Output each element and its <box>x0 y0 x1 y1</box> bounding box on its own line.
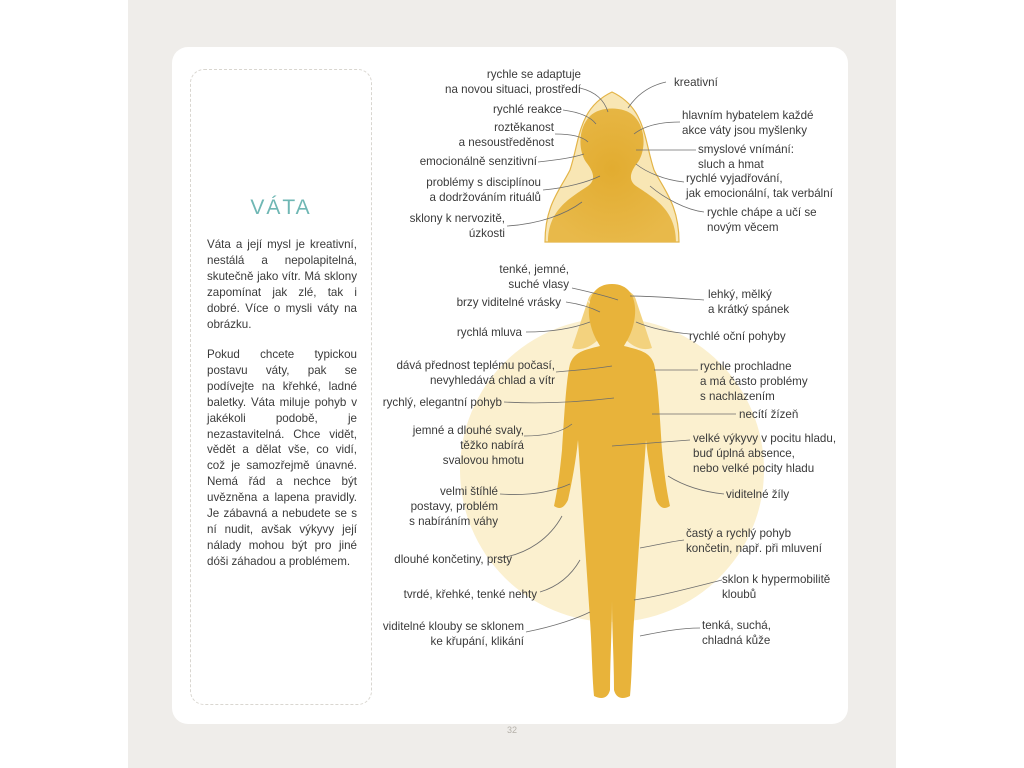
label-hunger: velké výkyvy v pocitu hladu, buď úplná absence, nebo velké pocity hladu <box>693 432 837 475</box>
label-creative: kreativní <box>674 76 718 89</box>
label-eye-movements: rychlé oční pohyby <box>689 330 786 343</box>
label-limb-motion: častý a rychlý pohyb končetin, např. při mluvení <box>686 527 822 555</box>
label-thirst: necítí žízeň <box>739 408 799 421</box>
label-expression: rychlé vyjadřování, jak emocionální, tak verbální <box>686 172 833 200</box>
label-wrinkles: brzy viditelné vrásky <box>456 296 561 309</box>
label-skin: tenká, suchá, chladná kůže <box>702 619 771 647</box>
label-nails: tvrdé, křehké, tenké nehty <box>403 588 537 601</box>
label-veins: viditelné žíly <box>726 488 790 501</box>
label-sleep: lehký, mělký a krátký spánek <box>708 288 790 316</box>
label-nervousness: sklony k nervozitě, úzkosti <box>409 212 505 240</box>
label-senses: smyslové vnímání: sluch a hmat <box>698 143 794 171</box>
label-movement: rychlý, elegantní pohyb <box>382 396 502 409</box>
label-thoughts: hlavním hybatelem každé akce váty jsou myšlenky <box>682 109 814 137</box>
label-learning: rychle chápe a učí se novým věcem <box>707 206 817 234</box>
label-distraction: roztěkanost a nesoustředěnost <box>458 121 554 149</box>
label-adapts: rychle se adaptuje na novou situaci, prostředí <box>445 68 581 96</box>
label-quick-reactions: rychlé reakce <box>493 103 562 116</box>
body-paragraph: Pokud chcete typickou postavu váty, pak se podívejte na křehké, ladné baletky. Váta miluje pohyb v jakékoli podobě, je nezastavitelná. Chce vidět, vědět a dělat vše, co vidí, což je samozřejmě únavné. Nemá řád a nechce být uvězněna a lapena pravidly. Je zábavná a nebudete se s ní nudit, avšak výkyvy její nálady mohou být pro jiné dóši záhadou a problémem. <box>207 348 357 568</box>
label-joints: viditelné klouby se sklonem ke křupání, klikání <box>382 620 524 648</box>
label-hair: tenké, jemné, suché vlasy <box>499 263 569 291</box>
intro-paragraph: Váta a její mysl je kreativní, nestálá a nepolapitelná, skutečně jako vítr. Má sklony zapomínat jak zlé, tak i dobré. Více o mysli váty na obrázku. <box>207 238 357 331</box>
label-hypermobility: sklon k hypermobilitě kloubů <box>722 573 831 601</box>
section-title: VÁTA <box>250 196 312 219</box>
head-figure <box>545 92 679 242</box>
label-slim: velmi štíhlé postavy, problém s nabíráním váhy <box>409 485 498 528</box>
label-muscles: jemné a dlouhé svaly, těžko nabírá svalovou hmotu <box>412 424 524 467</box>
label-limbs: dlouhé končetiny, prsty <box>394 553 512 566</box>
label-warm-weather: dává přednost teplému počasí, nevyhledává chlad a vítr <box>396 359 555 387</box>
label-cold: rychle prochladne a má často problémy s nachlazením <box>700 360 808 403</box>
label-emotional: emocionálně senzitivní <box>419 155 537 168</box>
label-speech: rychlá mluva <box>456 326 522 339</box>
label-discipline: problémy s disciplínou a dodržováním rituálů <box>426 176 541 204</box>
page-number: 32 <box>506 725 517 735</box>
